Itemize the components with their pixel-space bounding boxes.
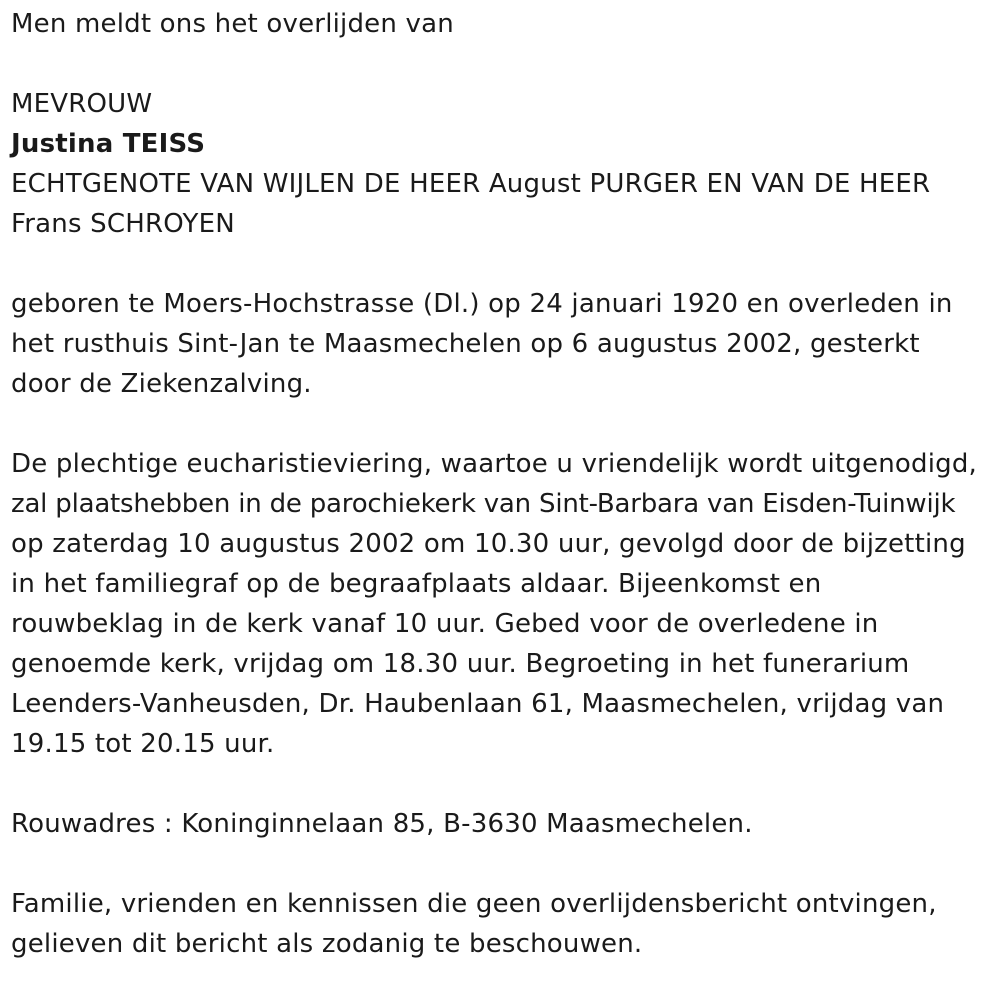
spouse-line: Frans SCHROYEN bbox=[11, 209, 235, 239]
death-notice bbox=[11, 4, 991, 964]
paragraph-line: in het familiegraf op de begraafplaats aldaar. Bijeenkomst en bbox=[11, 569, 822, 599]
salutation: MEVROUW bbox=[11, 89, 153, 119]
closing-paragraph bbox=[11, 884, 991, 964]
service-paragraph bbox=[11, 444, 991, 764]
paragraph-line: genoemde kerk, vrijdag om 18.30 uur. Begroeting in het funerarium bbox=[11, 649, 910, 679]
paragraph-line: het rusthuis Sint-Jan te Maasmechelen op 6 augustus 2002, gesterkt bbox=[11, 329, 920, 359]
paragraph-line: Familie, vrienden en kennissen die geen overlijdensbericht ontvingen, bbox=[11, 889, 937, 919]
mourning-address: Rouwadres : Koninginnelaan 85, B-3630 Maasmechelen. bbox=[11, 809, 753, 839]
paragraph-line: op zaterdag 10 augustus 2002 om 10.30 uur, gevolgd door de bijzetting bbox=[11, 529, 966, 559]
spacer bbox=[11, 44, 991, 84]
intro-line: Men meldt ons het overlijden van bbox=[11, 9, 454, 39]
spouse-line: ECHTGENOTE VAN WIJLEN DE HEER August PURGER EN VAN DE HEER bbox=[11, 169, 931, 199]
paragraph-line: zal plaatshebben in de parochiekerk van Sint-Barbara van Eisden-Tuinwijk bbox=[11, 489, 956, 519]
paragraph-line: geboren te Moers-Hochstrasse (Dl.) op 24 januari 1920 en overleden in bbox=[11, 289, 953, 319]
spacer bbox=[11, 404, 991, 444]
paragraph-line: gelieven dit bericht als zodanig te beschouwen. bbox=[11, 929, 643, 959]
spacer bbox=[11, 244, 991, 284]
deceased-name: Justina TEISS bbox=[11, 129, 206, 159]
birth-death-paragraph bbox=[11, 284, 991, 404]
paragraph-line: Leenders-Vanheusden, Dr. Haubenlaan 61, Maasmechelen, vrijdag van bbox=[11, 689, 945, 719]
spacer bbox=[11, 844, 991, 884]
paragraph-line: door de Ziekenzalving. bbox=[11, 369, 312, 399]
paragraph-line: 19.15 tot 20.15 uur. bbox=[11, 729, 275, 759]
paragraph-line: rouwbeklag in de kerk vanaf 10 uur. Gebed voor de overledene in bbox=[11, 609, 879, 639]
paragraph-line: De plechtige eucharistieviering, waartoe u vriendelijk wordt uitgenodigd, bbox=[11, 449, 977, 479]
spouse-paragraph bbox=[11, 164, 991, 244]
spacer bbox=[11, 764, 991, 804]
